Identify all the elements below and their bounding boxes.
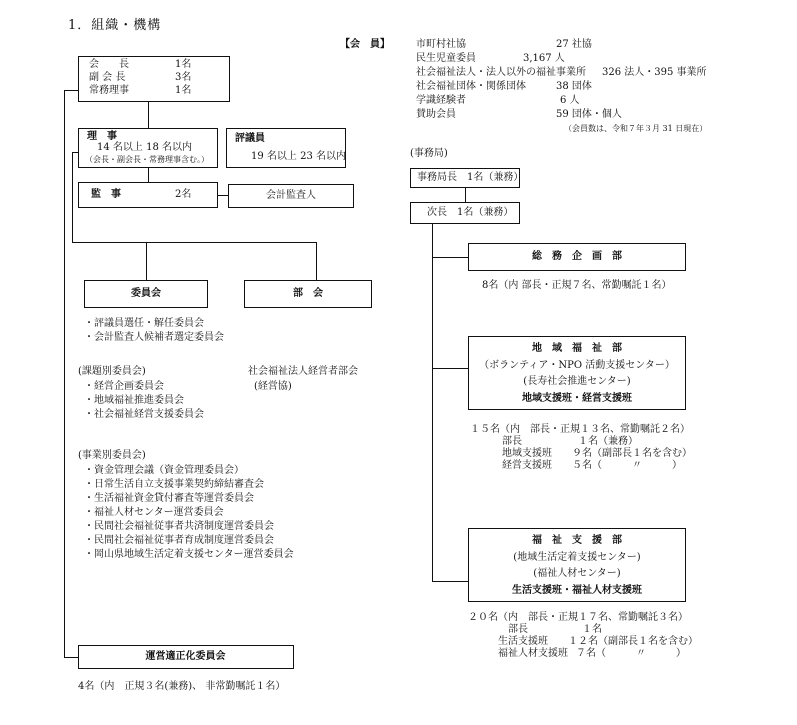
dept-community-row-value-2: ９名（副部長１名を含む） xyxy=(572,448,692,459)
committee-general-item-1: ・評議員選任・解任委員会 xyxy=(84,318,204,329)
dept-community-row-value-3: ５名（ 〃 ） xyxy=(572,460,682,471)
dept-support-row-value-1: １名 xyxy=(582,624,602,635)
dept-support-units: 生活支援班・福祉人材支援班 xyxy=(512,585,642,596)
executive-count-chair: 1名 xyxy=(175,59,192,70)
dept-support-row-label-1: 部長 xyxy=(508,624,528,635)
board-title: 理 事 xyxy=(87,131,117,142)
member-label-experts: 学識経験者 xyxy=(416,95,466,106)
member-label-municipal: 市町村社協 xyxy=(416,39,466,50)
dept-trunk-line xyxy=(432,224,433,581)
secretariat-heading: (事務局) xyxy=(410,148,448,159)
executive-row-chair: 会 長 xyxy=(89,59,129,70)
business-committee-item-6: ・民間社会福祉従事者育成制度運営委員会 xyxy=(84,535,274,546)
page-title: 1．組織・機構 xyxy=(68,18,162,33)
connector-auditor-accounting xyxy=(218,195,228,196)
operations-committee-label: 運営適正化委員会 xyxy=(145,651,226,662)
member-value-experts: 6 人 xyxy=(560,95,580,106)
member-value-organizations: 38 団体 xyxy=(556,81,592,92)
members-heading: 【会 員】 xyxy=(340,39,390,50)
board-note: （会長・副会長・常務理事含む。） xyxy=(85,155,209,164)
dept-general-box xyxy=(468,243,686,271)
secretariat-director: 事務局長 1名（兼務） xyxy=(417,172,524,183)
connector-board-auditor xyxy=(148,168,149,182)
executives-box xyxy=(78,56,230,102)
corp-managers-title: 社会福祉法人経営者部会 xyxy=(248,366,358,377)
business-committee-item-7: ・岡山県地域生活定着支援センター運営委員会 xyxy=(84,549,294,560)
member-label-corporations: 社会福祉法人・法人以外の福祉事業所 xyxy=(416,67,586,78)
connector-dept-general xyxy=(432,257,468,258)
dept-community-box xyxy=(468,336,686,410)
connector-exec xyxy=(64,90,78,91)
business-committee-item-3: ・生活福祉資金貸付審査等運営委員会 xyxy=(84,493,254,504)
business-committee-item-4: ・福祉人材センター運営委員会 xyxy=(84,507,224,518)
board-count: 14 名以上 18 名以内 xyxy=(97,142,192,153)
dept-support-row-label-3: 福祉人材支援班 xyxy=(498,648,568,659)
connector-operations xyxy=(64,657,78,658)
operations-committee-box xyxy=(78,645,294,669)
dept-general-name: 総 務 企 画 部 xyxy=(532,251,622,262)
dept-community-staff: １５名（内 部長・正規１３名、常勤嘱託２名） xyxy=(470,424,690,435)
dept-community-row-label-2: 地域支援班 xyxy=(502,448,552,459)
connector-committee xyxy=(146,242,147,280)
member-value-corporations: 326 法人・395 事業所 xyxy=(602,67,707,78)
dept-community-row-label-3: 経営支援班 xyxy=(502,460,552,471)
dept-community-line1: （ボランティア・NPO 活動支援センター） xyxy=(479,360,675,371)
thematic-committee-item-3: ・社会福祉経営支援委員会 xyxy=(84,409,204,420)
committee-box xyxy=(84,280,208,308)
connector-board-inner xyxy=(72,152,78,153)
dept-community-units: 地域支援班・経営支援班 xyxy=(522,393,632,404)
business-committee-item-2: ・日常生活自立支援事業契約締結審査会 xyxy=(84,479,264,490)
executive-count-vice: 3名 xyxy=(175,72,192,83)
dept-support-line2: (福祉人材センター) xyxy=(533,568,621,579)
connector-exec-board xyxy=(148,102,149,128)
business-committee-item-5: ・民間社会福祉従事者共済制度運営委員会 xyxy=(84,521,274,532)
thematic-committee-item-2: ・地域福祉推進委員会 xyxy=(84,395,184,406)
auditors-box xyxy=(78,182,218,208)
committee-general-item-2: ・会計監査人候補者選定委員会 xyxy=(84,332,224,343)
executive-row-managing: 常務理事 xyxy=(89,85,129,96)
inner-trunk-line xyxy=(72,152,73,242)
board-box xyxy=(78,128,218,168)
left-trunk-line xyxy=(64,90,65,657)
connector-director-deputy xyxy=(465,188,466,202)
thematic-committee-item-1: ・経営企画委員会 xyxy=(84,381,164,392)
dept-community-name: 地 域 福 祉 部 xyxy=(532,343,622,354)
dept-support-staff: ２０名（内 部長・正規１７名、常勤嘱託３名） xyxy=(468,612,688,623)
executive-row-vice: 副 会 長 xyxy=(89,72,126,83)
member-label-organizations: 社会福祉団体・関係団体 xyxy=(416,81,526,92)
member-value-welfare-volunteers: 3,167 人 xyxy=(523,53,565,64)
dept-community-row-label-1: 部長 xyxy=(502,436,522,447)
secretariat-deputy: 次長 1名（兼務） xyxy=(427,207,514,218)
dept-support-name: 福 祉 支 援 部 xyxy=(532,535,622,546)
dept-support-row-label-2: 生活支援班 xyxy=(498,636,548,647)
auditors-count: 2名 xyxy=(175,189,192,200)
secretariat-deputy-box xyxy=(410,202,520,224)
accounting-auditor-label: 会計監査人 xyxy=(266,190,316,201)
connector-dept-support xyxy=(432,581,468,582)
branch-committees-line xyxy=(72,242,316,243)
members-note: （会員数は、令和７年３月 31 日現在） xyxy=(564,124,708,133)
councillors-box xyxy=(226,128,346,168)
section-box xyxy=(244,280,372,308)
section-label: 部 会 xyxy=(293,288,323,299)
committee-label: 委員会 xyxy=(131,288,161,299)
executive-count-managing: 1名 xyxy=(175,85,192,96)
connector-section xyxy=(316,242,317,280)
dept-support-row-value-3: ７名（ 〃 ） xyxy=(576,648,686,659)
dept-support-line1: (地域生活定着支援センター) xyxy=(513,552,641,563)
corp-managers-sub: (経営協) xyxy=(254,381,292,392)
business-committees-heading: (事業別委員会) xyxy=(78,450,146,461)
dept-general-staff: 8名（内 部長・正規７名、常勤嘱託１名） xyxy=(482,280,672,291)
member-value-supporters: 59 団体・個人 xyxy=(556,109,622,120)
dept-support-box xyxy=(468,528,686,602)
member-label-supporters: 賛助会員 xyxy=(416,109,456,120)
councillors-title: 評議員 xyxy=(235,133,265,144)
operations-committee-note: 4名（内 正規３名(兼務)、 非常勤嘱託１名） xyxy=(78,681,286,692)
dept-community-line2: (長寿社会推進センター) xyxy=(523,376,631,387)
dept-community-row-value-1: １名（兼務） xyxy=(578,436,638,447)
member-label-welfare-volunteers: 民生児童委員 xyxy=(416,53,476,64)
thematic-committees-heading: (課題別委員会) xyxy=(78,366,146,377)
councillors-count: 19 名以上 23 名以内 xyxy=(251,151,346,162)
connector-dept-community xyxy=(432,368,468,369)
member-value-municipal: 27 社協 xyxy=(556,39,592,50)
secretariat-director-box xyxy=(410,168,524,188)
auditors-label: 監 事 xyxy=(91,189,121,200)
business-committee-item-1: ・資金管理会議（資金管理委員会） xyxy=(84,465,244,476)
accounting-auditor-box xyxy=(228,184,354,208)
dept-support-row-value-2: １２名（副部長１名を含む） xyxy=(568,636,698,647)
